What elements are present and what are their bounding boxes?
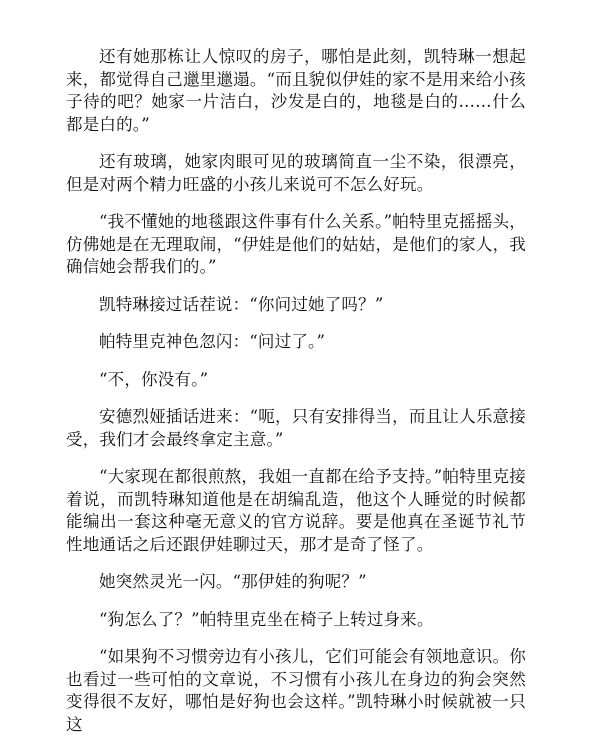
paragraph-3: “我不懂她的地毯跟这件事有什么关系。”帕特里克摇摇头，仿佛她是在无理取闹，“伊娃是他们的姑姑，是他们的家人，我确信她会帮我们的。” [66,212,526,276]
paragraph-4: 凯特琳接过话茬说：“你问过她了吗？” [99,294,384,314]
paragraph-8: “大家现在都很煎熬，我姐一直都在给予支持。”帕特里克接着说，而凯特琳知道他是在胡编乱造，他这个人睡觉的时候都能编出一套这种毫无意义的官方说辞。要是他真在圣诞节礼节性地通话之后还跟伊娃聊过天，那才是奇了怪了。 [66,467,526,554]
paragraph-7: 安德烈娅插话进来：“呃，只有安排得当，而且让人乐意接受，我们才会最终拿定主意。” [66,407,526,449]
document-page [66,46,526,751]
paragraph-9: 她突然灵光一闪。“那伊娃的狗呢？” [99,572,367,591]
paragraph-5: 帕特里克神色忽闪：“问过了。” [99,332,326,351]
paragraph-6: “不，你没有。” [99,369,209,389]
paragraph-11: “如果狗不习惯旁边有小孩儿，它们可能会有领地意识。你也看过一些可怕的文章说，不习惯有小孩儿在身边的狗会突然变得很不友好，哪怕是好狗也会这样。”凯特琳小时候就被一只这 [66,647,526,734]
paragraph-2: 还有玻璃，她家肉眼可见的玻璃简直一尘不染，很漂亮，但是对两个精力旺盛的小孩儿来说可不怎么好玩。 [66,152,526,194]
paragraph-10: “狗怎么了？”帕特里克坐在椅子上转过身来。 [99,609,434,629]
paragraph-1: 还有她那栋让人惊叹的房子，哪怕是此刻，凯特琳一想起来，都觉得自己邋里邋遢。“而且貌似伊娃的家不是用来给小孩子待的吧？她家一片洁白，沙发是白的，地毯是白的……什么都是白的。” [66,47,526,134]
